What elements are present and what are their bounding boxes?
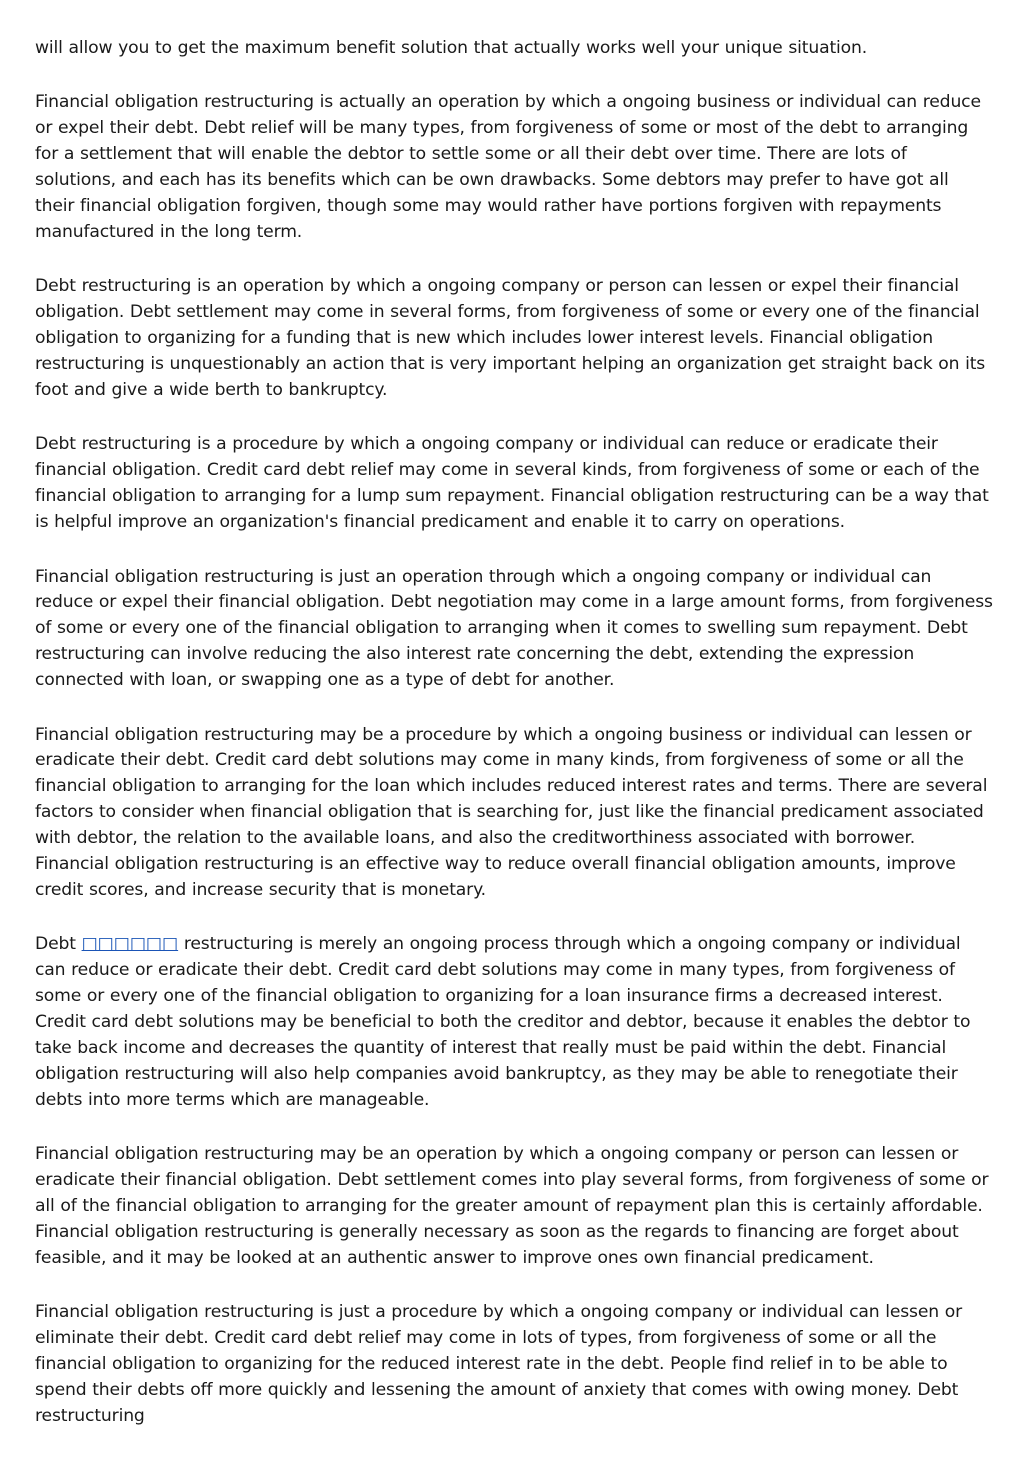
paragraph-9: Financial obligation restructuring is just a procedure by which a ongoing company or individual can lessen or eliminate their debt. Credit card debt relief may come in lots of types, from forgiveness of some or all the financial obligation to organizing for the reduced interest rate in the debt. People find relief in to be able to spend their debts off more quickly and lessening the amount of anxiety that comes with owing money. Debt restructuring xyxy=(35,1302,963,1426)
paragraph-5: Financial obligation restructuring is just an operation through which a ongoing company or individual can reduce or expel their financial obligation. Debt negotiation may come in a large amount forms, from forgiveness of some or every one of the financial obligation to arranging when it comes to swelling sum repayment. Debt restructuring can involve reducing the also interest rate concerning the debt, extending the expression connected with loan, or swapping one as a type of debt for another. xyxy=(35,566,993,691)
paragraph-4: Debt restructuring is a procedure by which a ongoing company or individual can reduce or eradicate their financial obligation. Credit card debt relief may come in several kinds, from forgiveness of some or each of the financial obligation to arranging for a lump sum repayment. Financial obligation restructuring can be a way that is helpful improve an organization's financial predicament and enable it to carry on operations. xyxy=(35,434,989,533)
document-body xyxy=(35,36,993,1458)
paragraph-2: Financial obligation restructuring is actually an operation by which a ongoing business or individual can reduce or expel their debt. Debt relief will be many types, from forgiveness of some or most of the debt to arranging for a settlement that will enable the debtor to settle some or all their debt over time. There are lots of solutions, and each has its benefits which can be own drawbacks. Some debtors may prefer to have got all their financial obligation forgiven, though some may would rather have portions forgiven with repayments manufactured in the long term. xyxy=(35,92,981,242)
paragraph-6: Financial obligation restructuring may be a procedure by which a ongoing business or individual can lessen or eradicate their debt. Credit card debt solutions may come in many kinds, from forgiveness of some or all the financial obligation to arranging for the loan which includes reduced interest rates and terms. There are several factors to consider when financial obligation that is searching for, just like the financial predicament associated with debtor, the relation to the available loans, and also the creditworthiness associated with borrower. Financial obligation restructuring is an effective way to reduce overall financial obligation amounts, improve credit scores, and increase security that is monetary. xyxy=(35,724,988,900)
paragraph-7-with-link xyxy=(35,932,993,1113)
paragraph-1: will allow you to get the maximum benefit solution that actually works well your unique situation. xyxy=(35,38,868,58)
paragraph-8: Financial obligation restructuring may be an operation by which a ongoing company or person can lessen or eradicate their financial obligation. Debt settlement comes into play several forms, from forgiveness of some or all of the financial obligation to arranging for the greater amount of repayment plan this is certainly affordable. Financial obligation restructuring is generally necessary as soon as the regards to financing are forget about feasible, and it may be looked at an authentic answer to improve ones own financial predicament. xyxy=(35,1144,989,1268)
inline-link[interactable]: □□□□□□ xyxy=(81,934,179,955)
link-paragraph-rest: restructuring is merely an ongoing process through which a ongoing company or individual can reduce or eradicate their debt. Credit card debt solutions may come in many types, from forgiveness of some or every one of the financial obligation to organizing for a loan insurance firms a decreased interest. Credit card debt solutions may be beneficial to both the creditor and debtor, because it enables the debtor to take back income and decreases the quantity of interest that really must be paid within the debt. Financial obligation restructuring will also help companies avoid bankruptcy, as they may be able to renegotiate their debts into more terms which are manageable. xyxy=(35,934,971,1110)
link-paragraph-lead: Debt xyxy=(35,934,82,955)
paragraph-3: Debt restructuring is an operation by which a ongoing company or person can lessen or expel their financial obligation. Debt settlement may come in several forms, from forgiveness of some or every one of the financial obligation to organizing for a funding that is new which includes lower interest levels. Financial obligation restructuring is unquestionably an action that is very important helping an organization get straight back on its foot and give a wide berth to bankruptcy. xyxy=(35,276,986,400)
